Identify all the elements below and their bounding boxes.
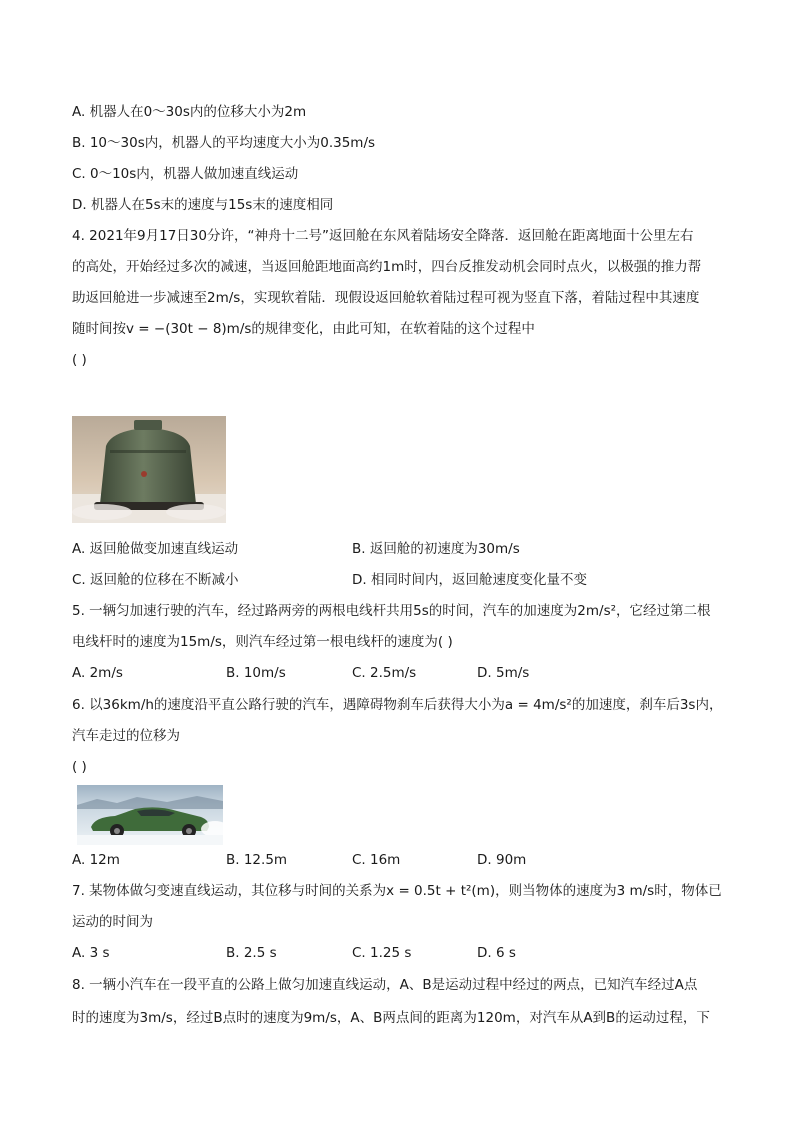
- q5-option-b: B. 10m/s: [226, 665, 286, 681]
- return-capsule-photo: [72, 416, 226, 523]
- q4-option-c: C. 返回舱的位移在不断减小: [72, 572, 239, 588]
- q5-option-c: C. 2.5m/s: [352, 665, 417, 681]
- q6-option-a: A. 12m: [72, 852, 120, 868]
- q4-option-d: D. 相同时间内，返回舱速度变化量不变: [352, 572, 587, 588]
- q4-option-a: A. 返回舱做变加速直线运动: [72, 541, 239, 557]
- q6-stem-line-2: 汽车走过的位移为: [72, 728, 180, 744]
- q7-stem-line-2: 运动的时间为: [72, 914, 153, 930]
- q6-answer-paren: ( ): [72, 759, 87, 775]
- q8-stem-line-2: 时的速度为3m/s，经过B点时的速度为9m/s，A、B两点间的距离为120m，对汽车从A到B的运动过程，下: [72, 1010, 710, 1026]
- q6-option-c: C. 16m: [352, 852, 401, 868]
- q5-stem-line-2: 电线杆时的速度为15m/s，则汽车经过第一根电线杆的速度为( ): [72, 634, 453, 650]
- q4-stem-line-1: 4. 2021年9月17日30分许，“神舟十二号”返回舱在东风着陆场安全降落．返回舱在距离地面十公里左右: [72, 228, 694, 244]
- q3-option-d: D. 机器人在5s末的速度与15s末的速度相同: [72, 197, 334, 213]
- green-car-photo: [77, 785, 223, 845]
- q4-answer-paren: ( ): [72, 352, 87, 368]
- q5-stem-line-1: 5. 一辆匀加速行驶的汽车，经过路两旁的两根电线杆共用5s的时间，汽车的加速度为2m/s²，它经过第二根: [72, 603, 711, 619]
- q3-option-b: B. 10～30s内，机器人的平均速度大小为0.35m/s: [72, 135, 376, 151]
- capsule-illustration: [72, 416, 226, 523]
- car-illustration: [77, 785, 223, 845]
- q7-option-d: D. 6 s: [477, 945, 516, 961]
- q7-stem-line-1: 7. 某物体做匀变速直线运动，其位移与时间的关系为x = 0.5t + t²(m)，则当物体的速度为3 m/s时，物体已: [72, 883, 722, 899]
- q3-option-c: C. 0～10s内，机器人做加速直线运动: [72, 166, 299, 182]
- q4-stem-line-3: 助返回舱进一步减速至2m/s，实现软着陆．现假设返回舱软着陆过程可视为竖直下落，着陆过程中其速度: [72, 290, 700, 306]
- q5-option-a: A. 2m/s: [72, 665, 123, 681]
- q6-stem-line-1: 6. 以36km/h的速度沿平直公路行驶的汽车，遇障碍物刹车后获得大小为a = 4m/s²的加速度，刹车后3s内，: [72, 697, 723, 713]
- q7-option-c: C. 1.25 s: [352, 945, 412, 961]
- q7-option-b: B. 2.5 s: [226, 945, 277, 961]
- q6-option-d: D. 90m: [477, 852, 527, 868]
- q4-stem-line-4: 随时间按v = −(30t − 8)m/s的规律变化，由此可知，在软着陆的这个过程中: [72, 321, 535, 337]
- q4-option-b: B. 返回舱的初速度为30m/s: [352, 541, 520, 557]
- q6-option-b: B. 12.5m: [226, 852, 288, 868]
- q8-stem-line-1: 8. 一辆小汽车在一段平直的公路上做匀加速直线运动，A、B是运动过程中经过的两点，已知汽车经过A点: [72, 977, 698, 993]
- q3-option-a: A. 机器人在0～30s内的位移大小为2m: [72, 104, 307, 120]
- q5-option-d: D. 5m/s: [477, 665, 530, 681]
- q7-option-a: A. 3 s: [72, 945, 110, 961]
- q4-stem-line-2: 的高处，开始经过多次的减速，当返回舱距地面高约1m时，四台反推发动机会同时点火，以极强的推力帮: [72, 259, 702, 275]
